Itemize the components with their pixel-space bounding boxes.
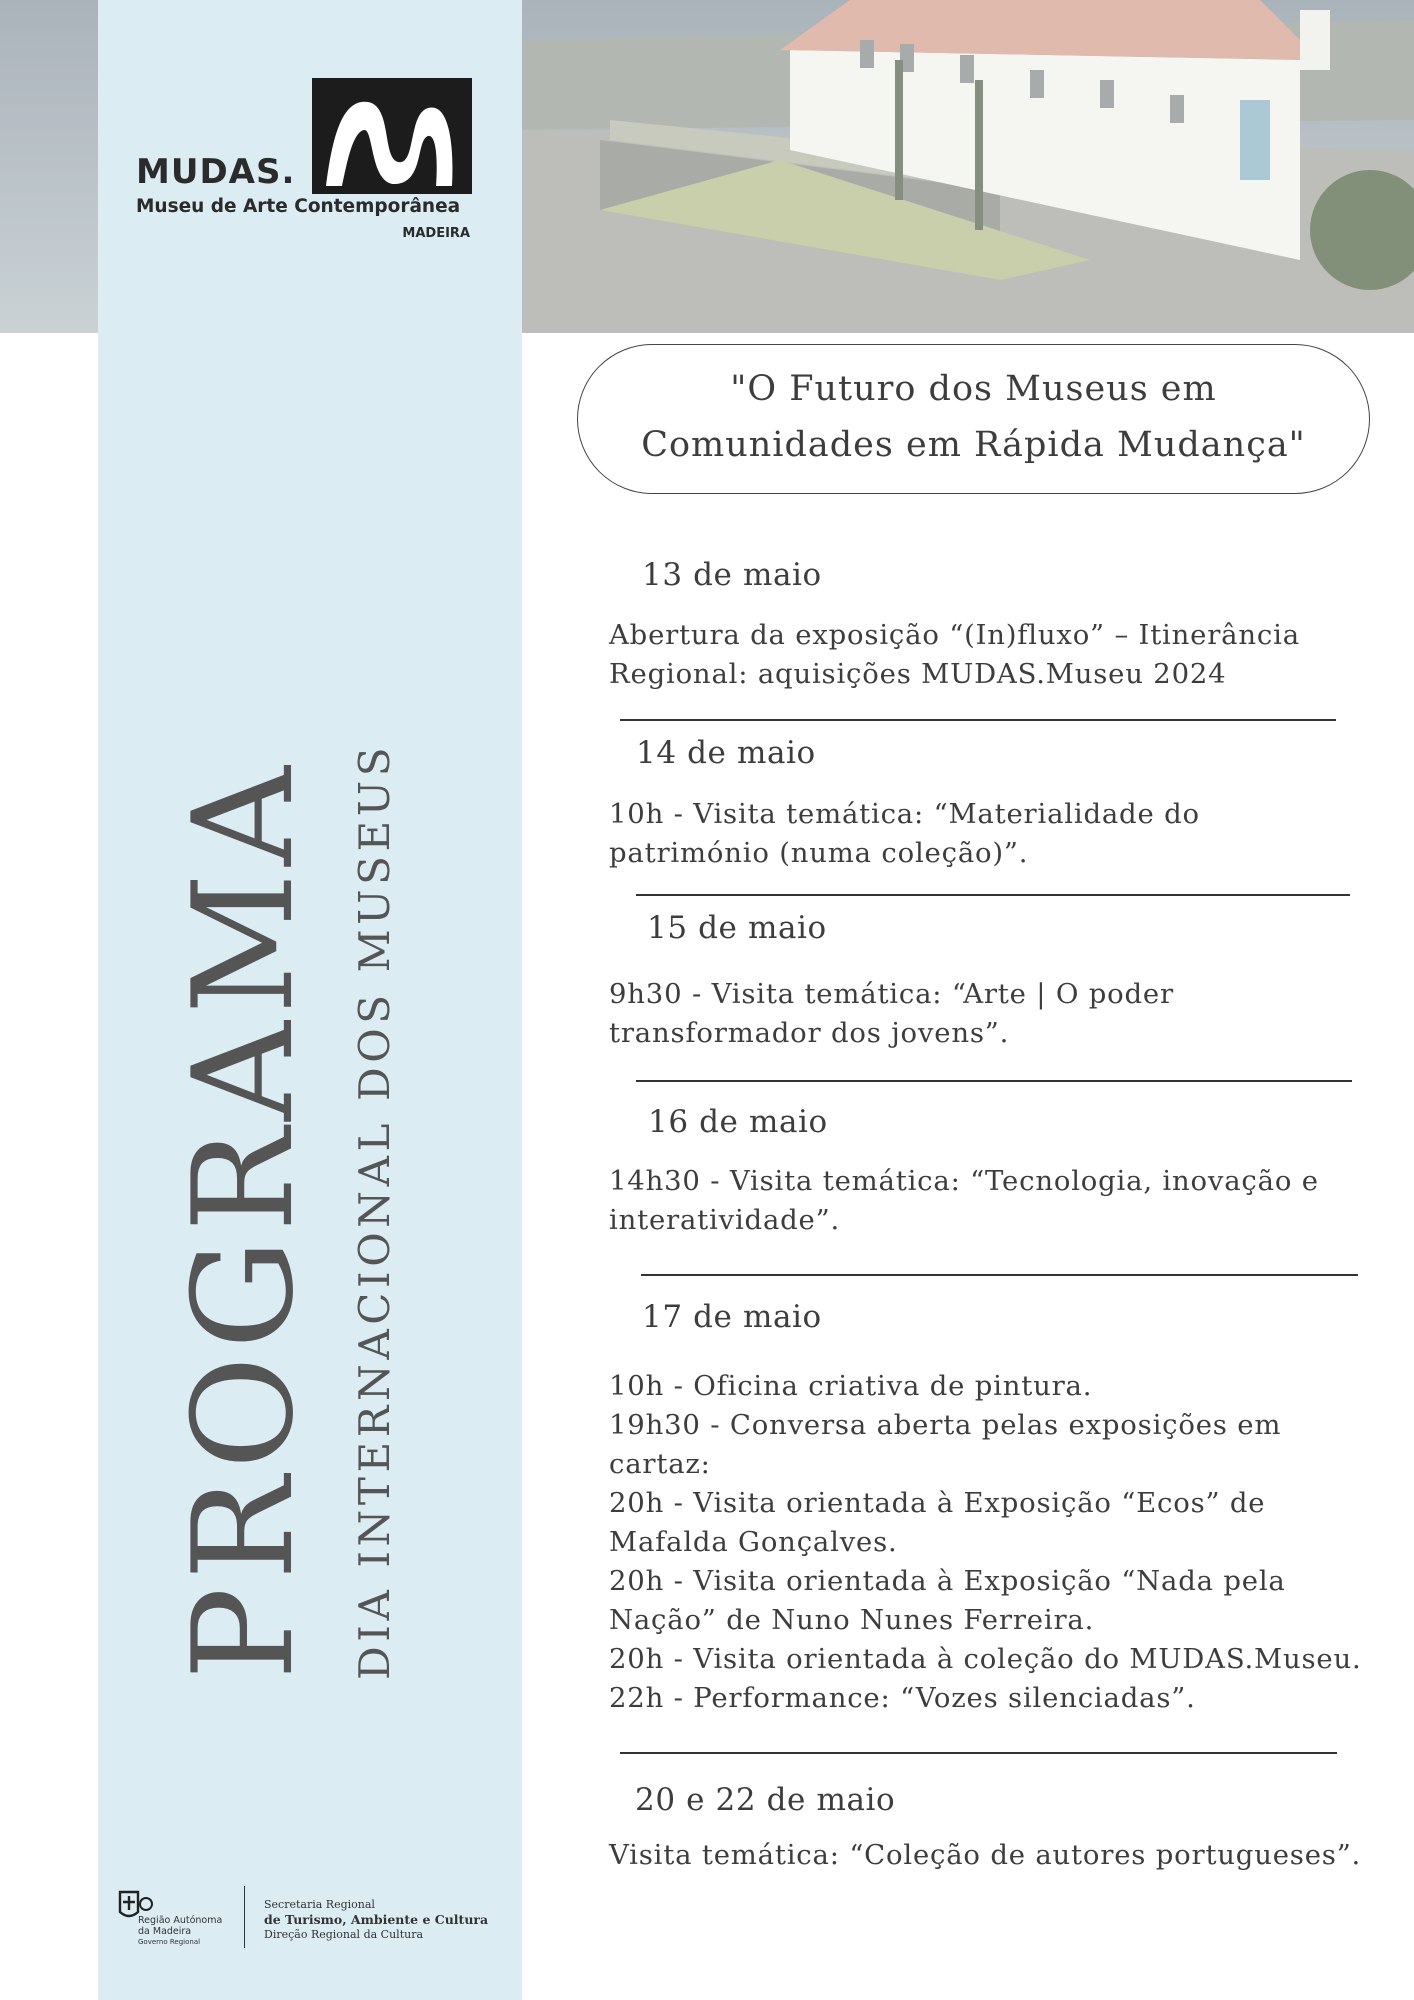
region-line-1: Região Autónoma <box>138 1915 223 1926</box>
footer-divider <box>244 1886 245 1948</box>
logo-region: MADEIRA <box>402 226 470 241</box>
description-line: interatividade”. <box>609 1204 841 1236</box>
description-line: património (numa coleção)”. <box>609 837 1029 869</box>
description-line: 9h30 - Visita temática: “Arte | O poder <box>609 978 1174 1010</box>
day-description <box>609 1836 1399 1875</box>
description-line: 22h - Performance: “Vozes silenciadas”. <box>609 1682 1196 1714</box>
mudas-logo-mark-icon <box>312 78 472 194</box>
program-subtitle: DIA INTERNACIONAL DOS MUSEUS <box>350 742 399 1680</box>
divider-line <box>620 1752 1337 1754</box>
day-description <box>609 795 1399 873</box>
day-heading: 13 de maio <box>642 557 822 593</box>
description-line: 20h - Visita orientada à coleção do MUDAS.Museu. <box>609 1643 1362 1675</box>
day-description <box>609 616 1399 694</box>
region-line-3: Governo Regional <box>138 1937 201 1946</box>
region-label <box>138 1916 222 1946</box>
description-line: cartaz: <box>609 1448 711 1480</box>
description-line: Regional: aquisições MUDAS.Museu 2024 <box>609 658 1227 690</box>
divider-line <box>636 894 1350 896</box>
day-heading: 17 de maio <box>642 1299 822 1335</box>
sec-line-1: Secretaria Regional <box>264 1898 375 1911</box>
day-description <box>609 1162 1399 1240</box>
day-heading: 15 de maio <box>647 910 827 946</box>
day-heading: 20 e 22 de maio <box>635 1782 896 1818</box>
description-line: Mafalda Gonçalves. <box>609 1526 898 1558</box>
program-title: PROGRAMA <box>163 759 324 1680</box>
divider-line <box>620 719 1336 721</box>
theme-line-1: "O Futuro dos Museus em <box>730 369 1217 409</box>
sec-line-3: Direção Regional da Cultura <box>264 1927 424 1941</box>
region-line-2: da Madeira <box>138 1925 192 1937</box>
day-heading: 16 de maio <box>648 1104 828 1140</box>
description-line: 14h30 - Visita temática: “Tecnologia, inovação e <box>609 1165 1319 1197</box>
description-line: Abertura da exposição “(In)fluxo” – Itinerância <box>609 619 1300 651</box>
divider-line <box>641 1274 1358 1276</box>
theme-line-2: Comunidades em Rápida Mudança" <box>641 425 1306 465</box>
logo-name: MUDAS. <box>136 152 296 192</box>
description-line: 20h - Visita orientada à Exposição “Nada pela <box>609 1565 1286 1597</box>
sec-line-2: de Turismo, Ambiente e Cultura <box>264 1911 489 1927</box>
theme-banner <box>577 344 1370 494</box>
mudas-logo <box>136 78 476 248</box>
logo-subtitle: Museu de Arte Contemporânea <box>136 196 461 217</box>
description-line: transformador dos jovens”. <box>609 1017 1010 1049</box>
description-line: 10h - Oficina criativa de pintura. <box>609 1370 1093 1402</box>
description-line: 19h30 - Conversa aberta pelas exposições em <box>609 1409 1282 1441</box>
divider-line <box>636 1080 1352 1082</box>
secretaria-label <box>264 1898 488 1941</box>
day-description <box>609 975 1399 1053</box>
description-line: 20h - Visita orientada à Exposição “Ecos” de <box>609 1487 1266 1519</box>
day-heading: 14 de maio <box>636 735 816 771</box>
footer-logos <box>114 1884 514 1954</box>
day-description <box>609 1367 1399 1718</box>
description-line: Visita temática: “Coleção de autores portugueses”. <box>609 1839 1362 1871</box>
description-line: Nação” de Nuno Nunes Ferreira. <box>609 1604 1095 1636</box>
description-line: 10h - Visita temática: “Materialidade do <box>609 798 1200 830</box>
